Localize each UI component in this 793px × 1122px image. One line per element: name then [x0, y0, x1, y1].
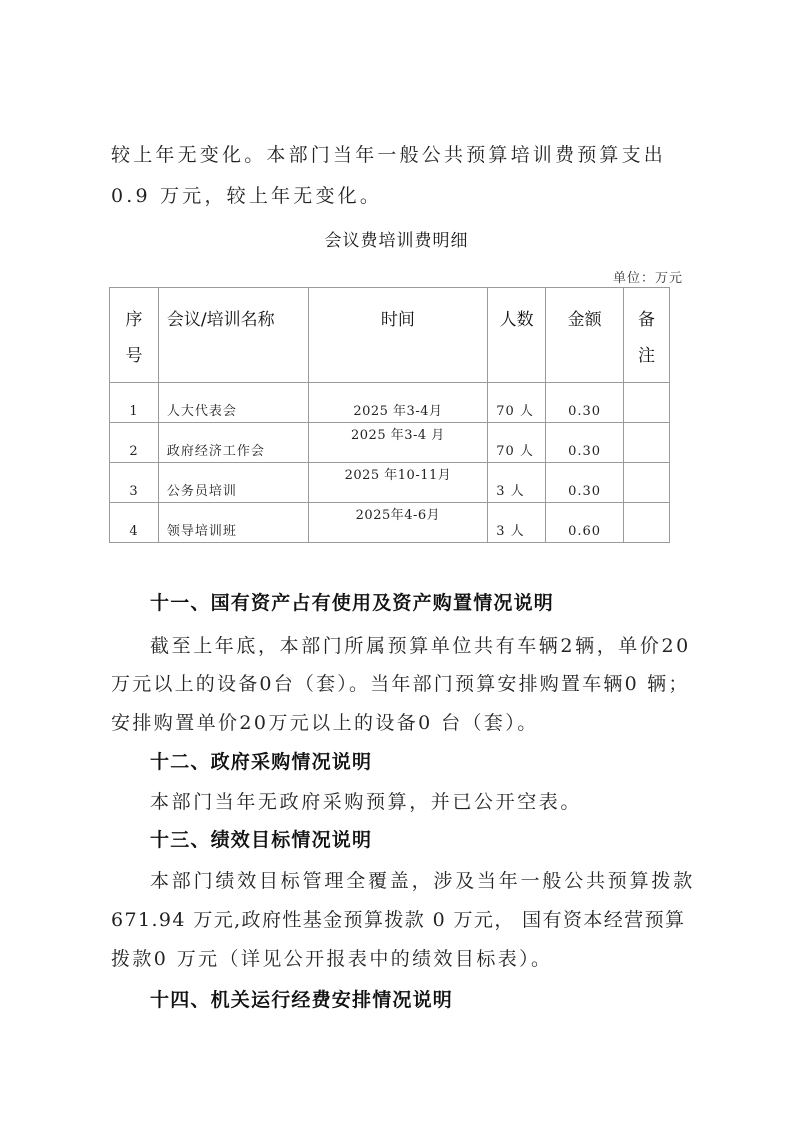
- section-13-line-2: 671.94 万元,政府性基金预算拨款 0 万元， 国有资本经营预算: [111, 909, 686, 931]
- cell-name: 政府经济工作会: [166, 444, 265, 459]
- cell-name: 公务员培训: [166, 484, 237, 499]
- section-11-line-1: 截至上年底，本部门所属预算单位共有车辆2辆，单价20: [150, 635, 691, 657]
- cell-people: 70 人: [496, 444, 534, 459]
- header-name: 会议/培训名称: [158, 288, 308, 383]
- cell-amount: 0.30: [568, 484, 602, 499]
- section-13-heading: 十三、绩效目标情况说明: [150, 829, 373, 851]
- cell-name: 人大代表会: [166, 404, 237, 419]
- header-seq-line2: 号: [125, 346, 143, 366]
- cell-time: 2025年4-6月: [355, 508, 441, 523]
- header-remark: [624, 288, 670, 383]
- cell-name: 领导培训班: [166, 524, 237, 539]
- cell-amount: 0.30: [568, 444, 602, 459]
- cell-people: 3 人: [496, 484, 525, 499]
- cell-people: 3 人: [496, 524, 525, 539]
- section-11-heading: 十一、国有资产占有使用及资产购置情况说明: [150, 592, 555, 614]
- section-12-heading: 十二、政府采购情况说明: [150, 751, 373, 773]
- cell-time: 2025 年3-4 月: [351, 428, 445, 443]
- header-time: 时间: [308, 288, 488, 383]
- header-people: 人数: [488, 288, 546, 383]
- cell-seq: 1: [129, 404, 139, 419]
- header-amount: 金额: [546, 288, 624, 383]
- cell-seq: 4: [129, 524, 139, 539]
- table-title: 会议费培训费明细: [324, 231, 469, 251]
- header-remark-line1: 备: [638, 310, 656, 330]
- table-unit: 单位：万元: [612, 271, 683, 286]
- header-remark-line2: 注: [638, 346, 656, 366]
- intro-line-1: 较上年无变化。本部门当年一般公共预算培训费预算支出: [111, 144, 667, 166]
- intro-line-2: 0.9 万元，较上年无变化。: [111, 185, 383, 207]
- cell-remark: [624, 539, 669, 542]
- cell-time: 2025 年3-4月: [353, 404, 443, 419]
- table-row: [110, 383, 670, 423]
- cell-time: 2025 年10-11月: [344, 468, 452, 483]
- table-row: [110, 503, 670, 543]
- section-11-line-3: 安排购置单价20万元以上的设备0 台（套）。: [111, 712, 539, 734]
- section-13-line-1: 本部门绩效目标管理全覆盖，涉及当年一般公共预算拨款: [150, 870, 696, 892]
- header-seq-line1: 序: [125, 310, 143, 330]
- cell-amount: 0.30: [568, 404, 602, 419]
- table-row: [110, 463, 670, 503]
- table-row: [110, 423, 670, 463]
- section-11-line-2: 万元以上的设备0台（套）。当年部门预算安排购置车辆0 辆；: [111, 673, 690, 695]
- section-13-line-3: 拨款0 万元（详见公开报表中的绩效目标表）。: [111, 948, 553, 970]
- section-14-heading: 十四、机关运行经费安排情况说明: [150, 989, 454, 1011]
- cell-people: 70 人: [496, 404, 534, 419]
- cell-seq: 3: [129, 484, 139, 499]
- meeting-training-table: [109, 287, 670, 543]
- table-header-row: [110, 288, 670, 383]
- header-seq: [110, 288, 159, 383]
- section-12-line-1: 本部门当年无政府采购预算，并已公开空表。: [150, 791, 583, 813]
- cell-amount: 0.60: [568, 524, 602, 539]
- cell-seq: 2: [129, 444, 139, 459]
